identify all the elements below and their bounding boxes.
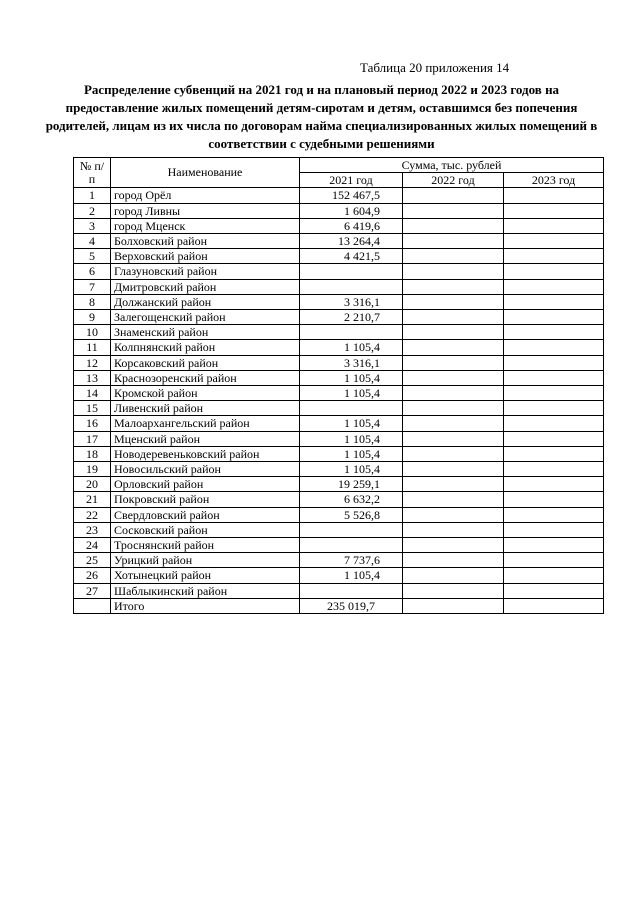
row-number: 27: [74, 583, 111, 598]
row-number: 5: [74, 249, 111, 264]
table-row: [74, 416, 604, 431]
row-value-2022: [403, 203, 504, 218]
row-name: Ливенский район: [111, 401, 300, 416]
row-value-2023: [504, 340, 604, 355]
row-value-2022: [403, 386, 504, 401]
row-value-2022: [403, 188, 504, 203]
row-number: 9: [74, 310, 111, 325]
row-value-2023: [504, 446, 604, 461]
row-value-2022: [403, 416, 504, 431]
row-value-2021: 1 604,9: [300, 203, 403, 218]
row-value-2023: [504, 325, 604, 340]
table-row: [74, 355, 604, 370]
row-value-2022: [403, 249, 504, 264]
row-name: Болховский район: [111, 233, 300, 248]
row-value-2022: [403, 294, 504, 309]
row-value-2022: [403, 492, 504, 507]
row-value-2023: [504, 492, 604, 507]
header-2023: 2023 год: [504, 173, 604, 188]
row-value-2023: [504, 218, 604, 233]
table-row: [74, 431, 604, 446]
row-value-2023: [504, 477, 604, 492]
table-row: [74, 462, 604, 477]
row-value-2022: [403, 401, 504, 416]
row-value-2023: [504, 401, 604, 416]
table-row: [74, 583, 604, 598]
total-2023: [504, 598, 604, 613]
row-value-2023: [504, 416, 604, 431]
row-value-2022: [403, 477, 504, 492]
row-number: 21: [74, 492, 111, 507]
row-value-2022: [403, 370, 504, 385]
row-name: Дмитровский район: [111, 279, 300, 294]
row-value-2021: 5 526,8: [300, 507, 403, 522]
total-2022: [403, 598, 504, 613]
row-value-2021: 1 105,4: [300, 462, 403, 477]
row-name: Свердловский район: [111, 507, 300, 522]
table-row: [74, 325, 604, 340]
row-value-2022: [403, 264, 504, 279]
row-number: 12: [74, 355, 111, 370]
row-number: 7: [74, 279, 111, 294]
row-number: 19: [74, 462, 111, 477]
subventions-table: [73, 157, 604, 614]
row-name: Верховский район: [111, 249, 300, 264]
row-name: Покровский район: [111, 492, 300, 507]
row-number: 11: [74, 340, 111, 355]
row-value-2022: [403, 507, 504, 522]
row-value-2023: [504, 249, 604, 264]
header-number: № п/п: [74, 158, 111, 188]
row-value-2023: [504, 583, 604, 598]
table-row: [74, 310, 604, 325]
row-number: 24: [74, 538, 111, 553]
row-value-2021: 7 737,6: [300, 553, 403, 568]
table-row: [74, 492, 604, 507]
row-value-2022: [403, 218, 504, 233]
row-name: Знаменский район: [111, 325, 300, 340]
row-value-2021: [300, 522, 403, 537]
row-value-2023: [504, 233, 604, 248]
row-value-2022: [403, 553, 504, 568]
table-row: [74, 188, 604, 203]
row-value-2022: [403, 462, 504, 477]
row-value-2021: 3 316,1: [300, 294, 403, 309]
row-name: Урицкий район: [111, 553, 300, 568]
row-value-2022: [403, 355, 504, 370]
row-value-2023: [504, 538, 604, 553]
row-number: 26: [74, 568, 111, 583]
row-value-2022: [403, 538, 504, 553]
row-number: 4: [74, 233, 111, 248]
table-row: [74, 370, 604, 385]
row-value-2023: [504, 370, 604, 385]
row-value-2021: [300, 325, 403, 340]
row-value-2023: [504, 310, 604, 325]
row-name: Мценский район: [111, 431, 300, 446]
row-value-2023: [504, 507, 604, 522]
row-name: Сосковский район: [111, 522, 300, 537]
row-number: 15: [74, 401, 111, 416]
row-value-2021: 1 105,4: [300, 568, 403, 583]
table-row: [74, 477, 604, 492]
row-value-2021: [300, 401, 403, 416]
row-name: город Орёл: [111, 188, 300, 203]
row-name: Краснозоренский район: [111, 370, 300, 385]
row-number: 23: [74, 522, 111, 537]
row-number: 8: [74, 294, 111, 309]
row-name: Залегощенский район: [111, 310, 300, 325]
table-row: [74, 446, 604, 461]
row-name: Должанский район: [111, 294, 300, 309]
row-value-2022: [403, 568, 504, 583]
total-num-cell: [74, 598, 111, 613]
header-name: Наименование: [111, 158, 300, 188]
row-number: 6: [74, 264, 111, 279]
total-2021: 235 019,7: [300, 598, 403, 613]
row-value-2023: [504, 522, 604, 537]
row-number: 1: [74, 188, 111, 203]
row-number: 13: [74, 370, 111, 385]
row-value-2021: 152 467,5: [300, 188, 403, 203]
row-name: Колпнянский район: [111, 340, 300, 355]
row-value-2021: 1 105,4: [300, 340, 403, 355]
row-number: 10: [74, 325, 111, 340]
row-value-2021: 19 259,1: [300, 477, 403, 492]
row-name: Орловский район: [111, 477, 300, 492]
table-row: [74, 279, 604, 294]
row-value-2022: [403, 583, 504, 598]
row-value-2023: [504, 553, 604, 568]
row-value-2022: [403, 431, 504, 446]
row-name: Глазуновский район: [111, 264, 300, 279]
table-row: [74, 249, 604, 264]
table-row: [74, 538, 604, 553]
table-row: [74, 340, 604, 355]
row-value-2023: [504, 294, 604, 309]
row-name: город Мценск: [111, 218, 300, 233]
row-value-2021: 1 105,4: [300, 416, 403, 431]
row-name: Новосильский район: [111, 462, 300, 477]
table-row: [74, 203, 604, 218]
row-value-2022: [403, 279, 504, 294]
row-value-2023: [504, 203, 604, 218]
row-value-2021: [300, 538, 403, 553]
row-value-2021: [300, 279, 403, 294]
row-value-2021: 13 264,4: [300, 233, 403, 248]
row-value-2022: [403, 310, 504, 325]
row-value-2021: 4 421,5: [300, 249, 403, 264]
row-number: 25: [74, 553, 111, 568]
row-value-2021: [300, 264, 403, 279]
table-row: [74, 218, 604, 233]
row-value-2021: 1 105,4: [300, 386, 403, 401]
row-value-2022: [403, 233, 504, 248]
table-row: [74, 401, 604, 416]
table-row: [74, 294, 604, 309]
total-label: Итого: [111, 598, 300, 613]
row-name: Шаблыкинский район: [111, 583, 300, 598]
row-name: Новодеревеньковский район: [111, 446, 300, 461]
row-value-2021: 1 105,4: [300, 370, 403, 385]
row-name: Троснянский район: [111, 538, 300, 553]
table-row: [74, 507, 604, 522]
row-value-2023: [504, 264, 604, 279]
row-number: 2: [74, 203, 111, 218]
table-reference: Таблица 20 приложения 14: [360, 60, 510, 75]
row-value-2022: [403, 325, 504, 340]
row-value-2022: [403, 446, 504, 461]
row-number: 14: [74, 386, 111, 401]
row-name: город Ливны: [111, 203, 300, 218]
header-sum: Сумма, тыс. рублей: [300, 158, 604, 173]
total-row: [74, 598, 604, 613]
table-row: [74, 522, 604, 537]
row-value-2023: [504, 568, 604, 583]
header-2022: 2022 год: [403, 173, 504, 188]
row-name: Малоархангельский район: [111, 416, 300, 431]
row-number: 3: [74, 218, 111, 233]
row-value-2022: [403, 522, 504, 537]
row-value-2021: [300, 583, 403, 598]
row-value-2023: [504, 279, 604, 294]
row-name: Хотынецкий район: [111, 568, 300, 583]
row-number: 16: [74, 416, 111, 431]
row-value-2021: 1 105,4: [300, 446, 403, 461]
row-value-2021: 6 632,2: [300, 492, 403, 507]
table-row: [74, 233, 604, 248]
row-number: 20: [74, 477, 111, 492]
header-2021: 2021 год: [300, 173, 403, 188]
row-value-2023: [504, 462, 604, 477]
row-name: Корсаковский район: [111, 355, 300, 370]
row-value-2023: [504, 355, 604, 370]
row-number: 18: [74, 446, 111, 461]
row-number: 17: [74, 431, 111, 446]
table-row: [74, 386, 604, 401]
row-value-2023: [504, 431, 604, 446]
table-row: [74, 553, 604, 568]
row-value-2022: [403, 340, 504, 355]
row-number: 22: [74, 507, 111, 522]
row-value-2023: [504, 386, 604, 401]
row-value-2021: 3 316,1: [300, 355, 403, 370]
row-name: Кромской район: [111, 386, 300, 401]
document-title: Распределение субвенций на 2021 год и на плановый период 2022 и 2023 годов на предоставление жилых помещений детям-сиротам и детям, оставшимся без попечения родителей, лицам из их числа по договорам найма специализированных жилых помещений в соответствии с судебными решениями: [45, 82, 598, 151]
row-value-2021: 2 210,7: [300, 310, 403, 325]
table-row: [74, 264, 604, 279]
table-row: [74, 568, 604, 583]
row-value-2023: [504, 188, 604, 203]
row-value-2021: 1 105,4: [300, 431, 403, 446]
row-value-2021: 6 419,6: [300, 218, 403, 233]
